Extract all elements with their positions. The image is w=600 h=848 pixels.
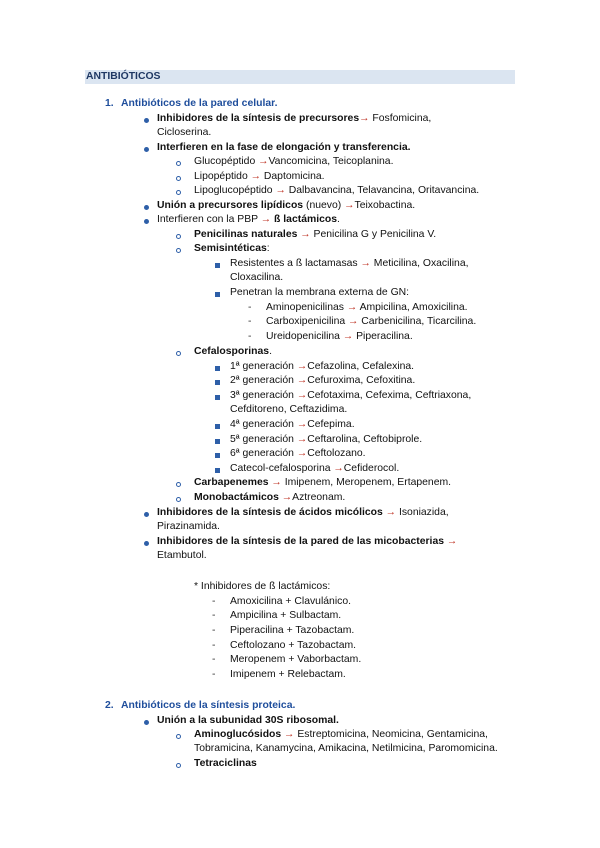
cefa-item-2 (230, 374, 415, 389)
note-item-4: Ceftolozano + Tazobactam. (230, 640, 357, 651)
cefa-item-3-cont: Cefditoreno, Ceftazidima. (230, 404, 348, 415)
s1-item-micobacterias-cont: Etambutol. (157, 550, 207, 561)
arrow-icon: → (296, 361, 308, 372)
cefa-item-4 (230, 418, 355, 433)
semi-resistentes (230, 257, 469, 272)
bullet-circle-icon (176, 351, 181, 356)
arrow-icon: → (250, 171, 262, 182)
cefalosporinas (194, 345, 272, 360)
section-2-title (105, 699, 295, 713)
item-text: Aminopenicilinas (266, 302, 347, 313)
item-text: Ceftolozano. (307, 448, 366, 459)
bullet-square-icon (215, 395, 220, 400)
item-text: Cefazolina, Cefalexina. (307, 361, 415, 372)
arrow-icon: → (258, 156, 269, 167)
bullet-circle-icon (176, 482, 181, 487)
cefa-item-1 (230, 360, 414, 375)
bullet-circle-icon (176, 734, 181, 739)
bullet-dot-icon (144, 541, 149, 546)
item-text: Piperacilina. (353, 331, 413, 342)
s1-item-micolicos-cont: Pirazinamida. (157, 521, 220, 532)
bullet-circle-icon (176, 234, 181, 239)
item-text: Lipopéptido (194, 171, 251, 182)
semisinteticas (194, 242, 270, 257)
bullet-circle-icon (176, 190, 181, 195)
item-text: Lipoglucopéptido (194, 185, 276, 196)
item-text: Estreptomicina, Neomicina, Gentamicina, (297, 729, 488, 740)
dash-marker: - (212, 654, 216, 665)
aminoglucosidos (194, 728, 488, 743)
dash-marker: - (212, 596, 216, 607)
document-heading: ANTIBIÓTICOS (85, 70, 515, 84)
semi-penetran-item-3 (266, 330, 413, 345)
arrow-icon: → (275, 185, 286, 196)
bullet-square-icon (215, 424, 220, 429)
bold-text: Aminoglucósidos (194, 729, 282, 740)
item-text: 4ª generación (230, 419, 297, 430)
arrow-icon: → (333, 463, 344, 474)
bullet-circle-icon (176, 161, 181, 166)
bold-text: ß lactámicos (271, 214, 338, 225)
monobactamicos (194, 491, 345, 506)
note-title: * Inhibidores de ß lactámicos: (194, 581, 331, 592)
section-1-number: 1. (105, 98, 114, 109)
dash-marker: - (248, 302, 252, 313)
bold-text: Inhibidores de la síntesis de la pared de las micobacterias (157, 536, 445, 547)
arrow-icon: → (382, 507, 399, 518)
section-2-number: 2. (105, 700, 114, 711)
item-text: Cefepima. (307, 419, 355, 430)
item-text: Vancomicina, Teicoplanina. (268, 156, 394, 167)
s1-item-micolicos (157, 506, 449, 521)
arrow-icon: → (297, 229, 314, 240)
item-text: 6ª generación (230, 448, 297, 459)
s1-item-lipidicos (157, 199, 415, 214)
bold-text: Penicilinas naturales (194, 229, 298, 240)
s2-item-30s: Unión a la subunidad 30S ribosomal. (157, 715, 339, 726)
dash-marker: - (248, 316, 252, 327)
item-text: (nuevo) (303, 200, 345, 211)
item-text: 3ª generación (230, 390, 297, 401)
arrow-icon: → (296, 434, 308, 445)
note-item-3: Piperacilina + Tazobactam. (230, 625, 355, 636)
bullet-dot-icon (144, 118, 149, 123)
penicilinas-naturales (194, 228, 436, 243)
arrow-icon: → (342, 331, 354, 342)
item-text: Imipenem, Meropenem, Ertapenem. (284, 477, 452, 488)
arrow-icon: → (281, 729, 298, 740)
item-text: 5ª generación (230, 434, 297, 445)
semi-resistentes-cont: Cloxacilina. (230, 272, 284, 283)
arrow-icon: → (346, 302, 358, 313)
s1-item-elongacion: Interfieren en la fase de elongación y transferencia. (157, 142, 411, 153)
item-text: Fosfomicina, (369, 113, 432, 124)
dash-marker: - (212, 640, 216, 651)
bold-text: Unión a precursores lipídicos (157, 200, 304, 211)
item-text: Carbenicilina, Ticarcilina. (358, 316, 477, 327)
section-1-label: Antibióticos de la pared celular. (121, 98, 278, 109)
item-text: Penicilina G y Penicilina V. (313, 229, 437, 240)
semi-penetran-item-2 (266, 315, 476, 330)
note-item-2: Ampicilina + Sulbactam. (230, 610, 342, 621)
semi-penetran: Penetran la membrana externa de GN: (230, 287, 410, 298)
item-text: Cefuroxima, Cefoxitina. (307, 375, 416, 386)
bullet-circle-icon (176, 176, 181, 181)
item-text: Interfieren con la PBP (157, 214, 261, 225)
bold-text: Monobactámicos (194, 492, 279, 503)
bold-text: Carbapenemes (194, 477, 269, 488)
arrow-icon: → (444, 536, 458, 547)
bullet-circle-icon (176, 248, 181, 253)
bullet-square-icon (215, 468, 220, 473)
arrow-icon: → (260, 214, 272, 225)
arrow-icon: → (296, 448, 308, 459)
bold-text: Inhibidores de la síntesis de ácidos micólicos (157, 507, 383, 518)
bold-text: Inhibidores de la síntesis de precursores (157, 113, 360, 124)
arrow-icon: → (296, 390, 308, 401)
cefa-item-5 (230, 433, 422, 448)
note-item-6: Imipenem + Relebactam. (230, 669, 346, 680)
bullet-square-icon (215, 439, 220, 444)
bullet-square-icon (215, 366, 220, 371)
s1-item-pbp (157, 213, 340, 228)
note-item-5: Meropenem + Vaborbactam. (230, 654, 362, 665)
item-text: Isoniazida, (398, 507, 449, 518)
item-text: Daptomicina. (261, 171, 325, 182)
s1-elong-item-3 (194, 184, 479, 199)
dash-marker: - (212, 669, 216, 680)
dash-marker: - (248, 331, 252, 342)
bullet-dot-icon (144, 147, 149, 152)
s1-item-micobacterias (157, 535, 457, 550)
cefa-item-3 (230, 389, 471, 404)
item-text: 1ª generación (230, 361, 297, 372)
item-text: . (337, 214, 340, 225)
item-text: Resistentes a ß lactamasas (230, 258, 361, 269)
s1-elong-item-1 (194, 155, 393, 170)
item-text: Cefiderocol. (343, 463, 400, 474)
item-text: Ceftarolina, Ceftobiprole. (307, 434, 423, 445)
s1-item-precursores (157, 112, 431, 127)
item-text: Ampicilina, Amoxicilina. (357, 302, 468, 313)
item-text: Teixobactina. (354, 200, 416, 211)
bold-text: Semisintéticas (194, 243, 267, 254)
arrow-icon: → (296, 419, 308, 430)
arrow-icon: → (359, 113, 370, 124)
cefa-item-7 (230, 462, 399, 477)
arrow-icon: → (348, 316, 359, 327)
dash-marker: - (212, 625, 216, 636)
item-text: : (266, 243, 270, 254)
note-item-1: Amoxicilina + Clavulánico. (230, 596, 351, 607)
item-text: Catecol-cefalosporina (230, 463, 334, 474)
bullet-dot-icon (144, 512, 149, 517)
tetraciclinas: Tetraciclinas (194, 758, 257, 769)
item-text: 2ª generación (230, 375, 297, 386)
item-text: Carboxipenicilina (266, 316, 349, 327)
item-text: Ureidopenicilina (266, 331, 343, 342)
bullet-circle-icon (176, 497, 181, 502)
section-2-label: Antibióticos de la síntesis proteica. (121, 700, 296, 711)
item-text: Meticilina, Oxacilina, (370, 258, 469, 269)
bullet-square-icon (215, 453, 220, 458)
bullet-dot-icon (144, 219, 149, 224)
bullet-dot-icon (144, 205, 149, 210)
cefa-item-6 (230, 447, 366, 462)
item-text: Dalbavancina, Telavancina, Oritavancina. (285, 185, 480, 196)
arrow-icon: → (278, 492, 293, 503)
arrow-icon: → (268, 477, 285, 488)
carbapenemes (194, 476, 451, 491)
arrow-icon: → (296, 375, 308, 386)
semi-penetran-item-1 (266, 301, 468, 316)
dash-marker: - (212, 610, 216, 621)
bullet-square-icon (215, 292, 220, 297)
bullet-square-icon (215, 263, 220, 268)
bullet-square-icon (215, 380, 220, 385)
s1-elong-item-2 (194, 170, 325, 185)
s1-item-precursores-cont: Cicloserina. (157, 127, 212, 138)
bullet-circle-icon (176, 763, 181, 768)
aminoglucosidos-cont: Tobramicina, Kanamycina, Amikacina, Netilmicina, Paromomicina. (194, 743, 498, 754)
item-text: Cefotaxima, Cefexima, Ceftriaxona, (307, 390, 472, 401)
bold-text: Cefalosporinas (194, 346, 270, 357)
item-text: Aztreonam. (292, 492, 346, 503)
section-1-title (105, 97, 277, 111)
item-text: Glucopéptido (194, 156, 259, 167)
arrow-icon: → (344, 200, 355, 211)
arrow-icon: → (360, 258, 371, 269)
item-text: . (269, 346, 272, 357)
bullet-dot-icon (144, 720, 149, 725)
